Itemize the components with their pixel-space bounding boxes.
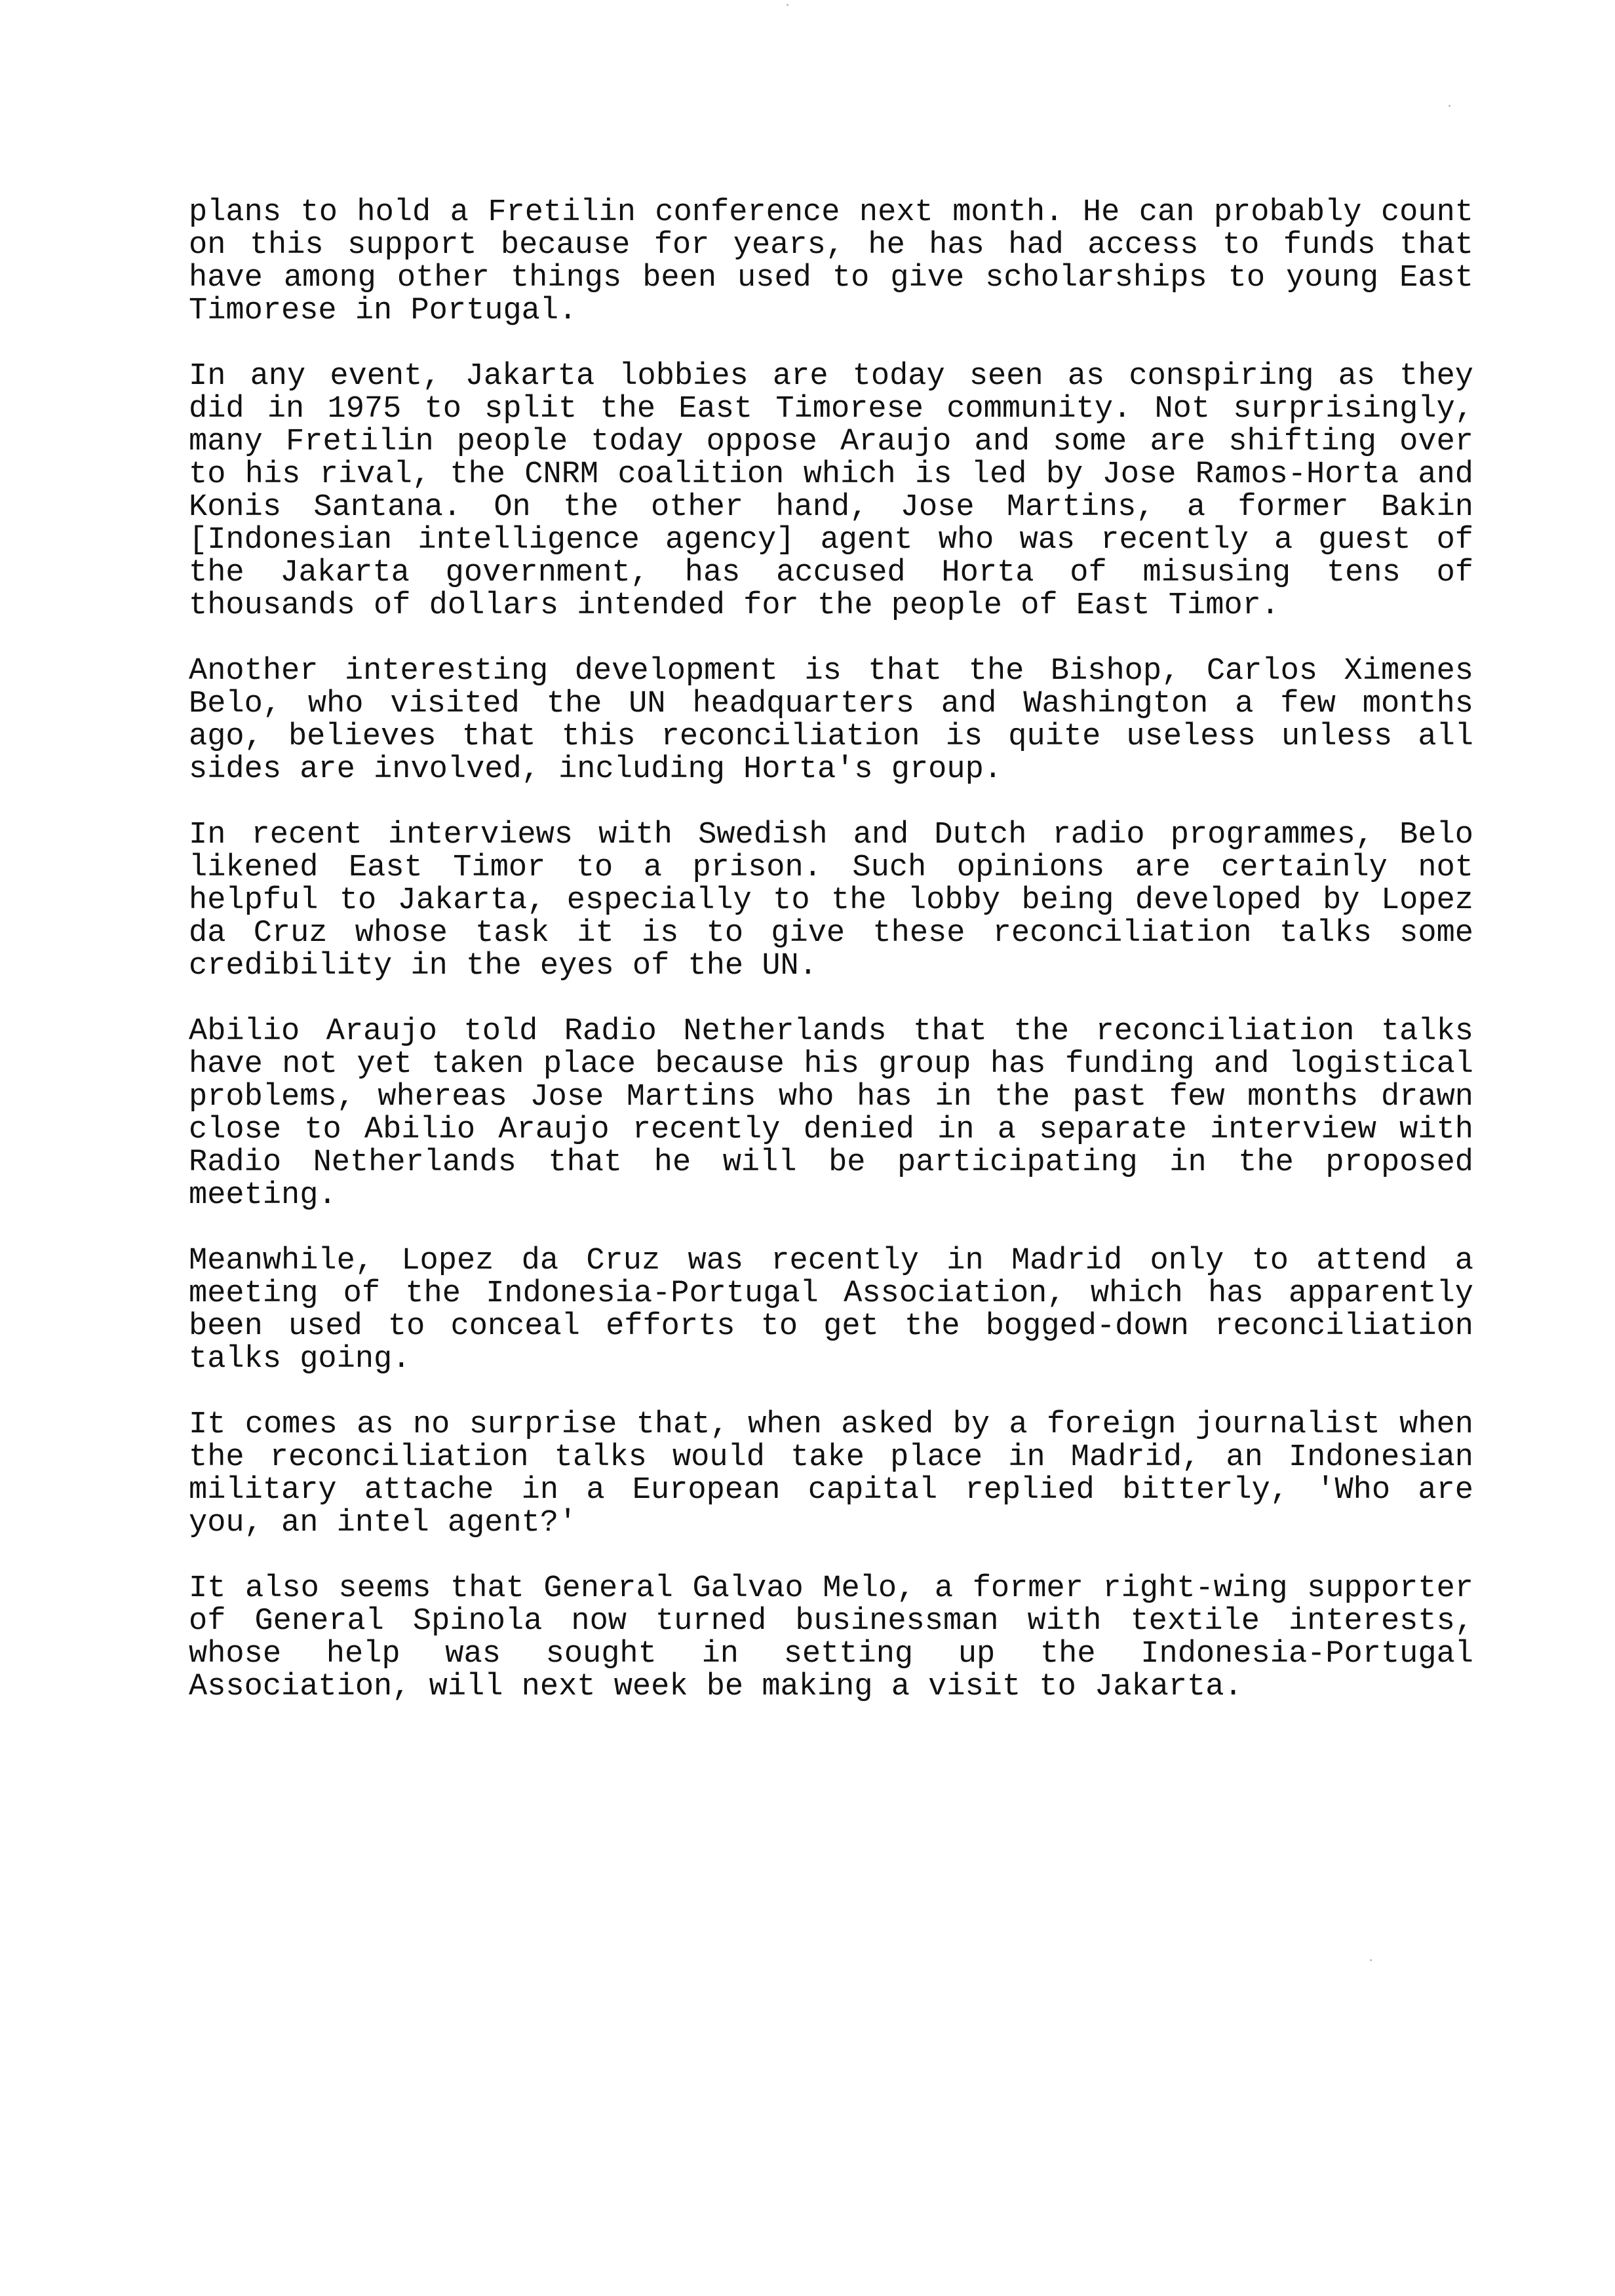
paragraph-7: It comes as no surprise that, when asked by a foreign journalist when the reconciliation talks would take place in Madrid, an Indonesian military attache in a European capital replied bitterly, 'Who are you, an intel agent?' [189, 1407, 1473, 1540]
scan-speck [1370, 1959, 1372, 1961]
paragraph-4: In recent interviews with Swedish and Dutch radio programmes, Belo likened East Timor to a prison. Such opinions are certainly not helpful to Jakarta, especially to the lobby being developed by Lopez da Cruz whose task it is to give these reconciliation talks some credibility in the eyes of the UN. [189, 818, 1473, 984]
paragraph-5: Abilio Araujo told Radio Netherlands that the reconciliation talks have not yet taken place because his group has funding and logistical problems, whereas Jose Martins who has in the past few months drawn close to Abilio Araujo recently denied in a separate interview with Radio Netherlands that he will be participating in the proposed meeting. [189, 1014, 1473, 1213]
paragraph-3: Another interesting development is that the Bishop, Carlos Ximenes Belo, who visited the UN headquarters and Washington a few months ago, believes that this reconciliation is quite useless unless all sides are involved, including Horta's group. [189, 654, 1473, 787]
document-body [189, 197, 1473, 1736]
paragraph-6: Meanwhile, Lopez da Cruz was recently in Madrid only to attend a meeting of the Indonesia-Portugal Association, which has apparently been used to conceal efforts to get the bogged-down reconciliation talks going. [189, 1244, 1473, 1377]
paragraph-2: In any event, Jakarta lobbies are today seen as conspiring as they did in 1975 to split the East Timorese community. Not surprisingly, many Fretilin people today oppose Araujo and some are shifting over to his rival, the CNRM coalition which is led by Jose Ramos-Horta and Konis Santana. On the other hand, Jose Martins, a former Bakin [Indonesian intelligence agency] agent who was recently a guest of the Jakarta government, has accused Horta of misusing tens of thousands of dollars intended for the people of East Timor. [189, 359, 1473, 623]
scan-speck [1449, 105, 1450, 107]
paragraph-1: plans to hold a Fretilin conference next month. He can probably count on this support because for years, he has had access to funds that have among other things been used to give scholarships to young East Timorese in Portugal. [189, 195, 1473, 328]
scan-speck [787, 4, 788, 6]
paragraph-8: It also seems that General Galvao Melo, a former right-wing supporter of General Spinola now turned businessman with textile interests, whose help was sought in setting up the Indonesia-Portugal Association, will next week be making a visit to Jakarta. [189, 1571, 1473, 1704]
